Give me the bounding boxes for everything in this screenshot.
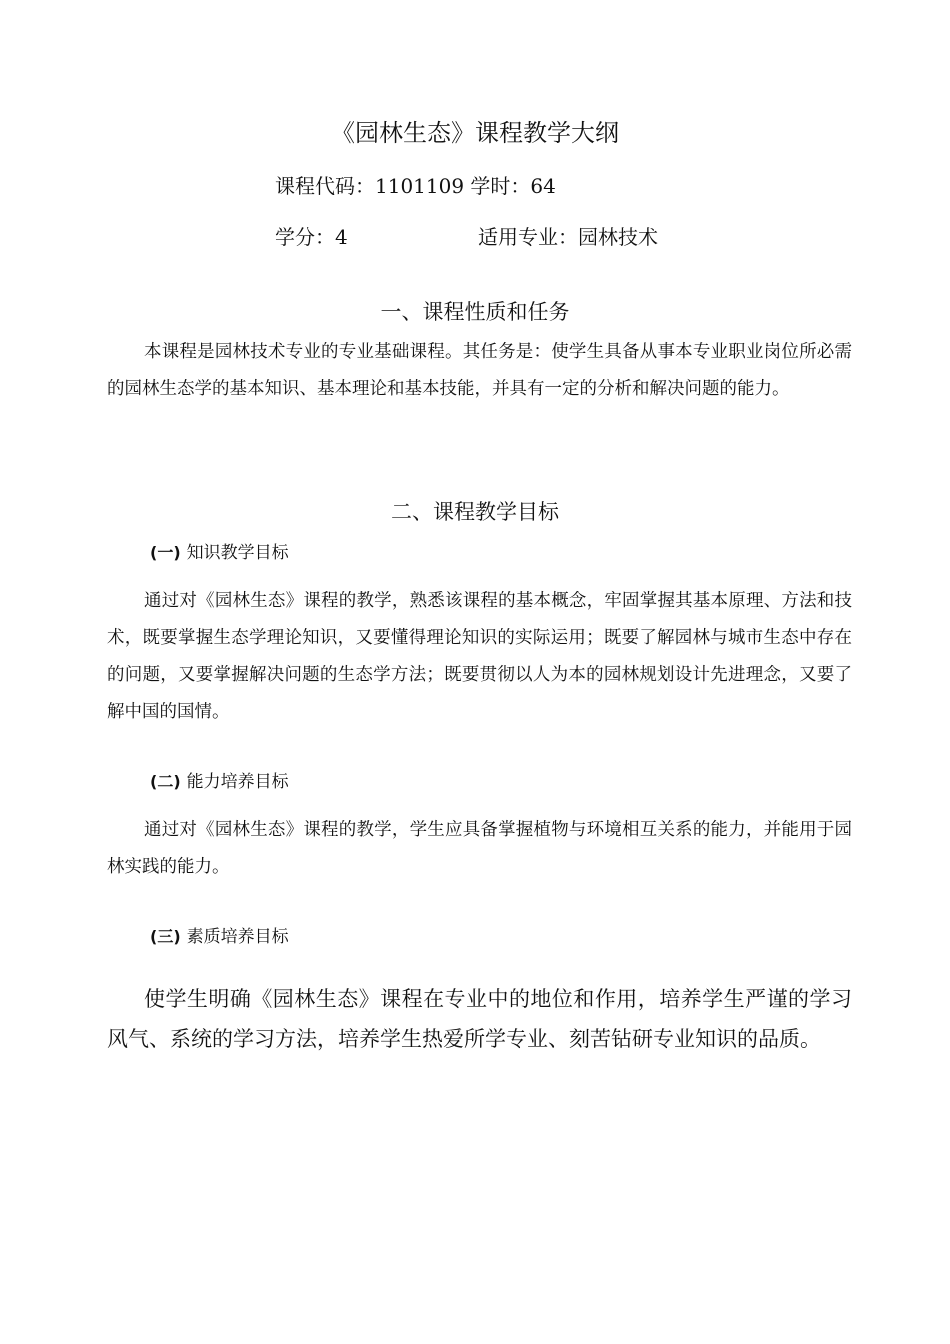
section1-heading: 一、课程性质和任务 — [380, 300, 570, 324]
subsection3-title: 素质培养目标 — [186, 927, 289, 947]
subsection3-paragraph: 使学生明确《园林生态》课程在专业中的地位和作用，培养学生严谨的学习风气、系统的学习方法，培养学生热爱所学专业、刻苦钻研专业知识的品质。 — [107, 987, 852, 1051]
subsection2-title: 能力培养目标 — [186, 772, 289, 792]
subsection3-heading — [150, 922, 289, 947]
subsection2-number: (二) — [150, 772, 181, 791]
section1-paragraph: 本课程是园林技术专业的专业基础课程。其任务是：使学生具备从事本专业职业岗位所必需的园林生态学的基本知识、基本理论和基本技能，并具有一定的分析和解决问题的能力。 — [107, 342, 852, 399]
subsection1-paragraph: 通过对《园林生态》课程的教学，熟悉该课程的基本概念，牢固掌握其基本原理、方法和技术，既要掌握生态学理论知识，又要懂得理论知识的实际运用；既要了解园林与城市生态中存在的问题，又要掌握解决问题的生态学方法；既要贯彻以人为本的园林规划设计先进理念，又要了解中国的国情。 — [107, 591, 852, 722]
subsection2-heading — [150, 767, 289, 792]
credits-text: 学分：4 — [275, 225, 348, 249]
subsection2-paragraph: 通过对《园林生态》课程的教学，学生应具备掌握植物与环境相互关系的能力，并能用于园林实践的能力。 — [107, 820, 852, 877]
document-title: 《园林生态》课程教学大纲 — [331, 119, 619, 147]
major-text: 适用专业：园林技术 — [478, 225, 658, 249]
subsection1-title: 知识教学目标 — [186, 543, 289, 563]
subsection1-heading — [150, 538, 289, 563]
course-code-line: 课程代码：1101109 学时：64 — [275, 174, 556, 198]
subsection3-number: (三) — [150, 927, 181, 946]
section2-heading: 二、课程教学目标 — [391, 500, 559, 524]
subsection1-number: (一) — [150, 543, 181, 562]
